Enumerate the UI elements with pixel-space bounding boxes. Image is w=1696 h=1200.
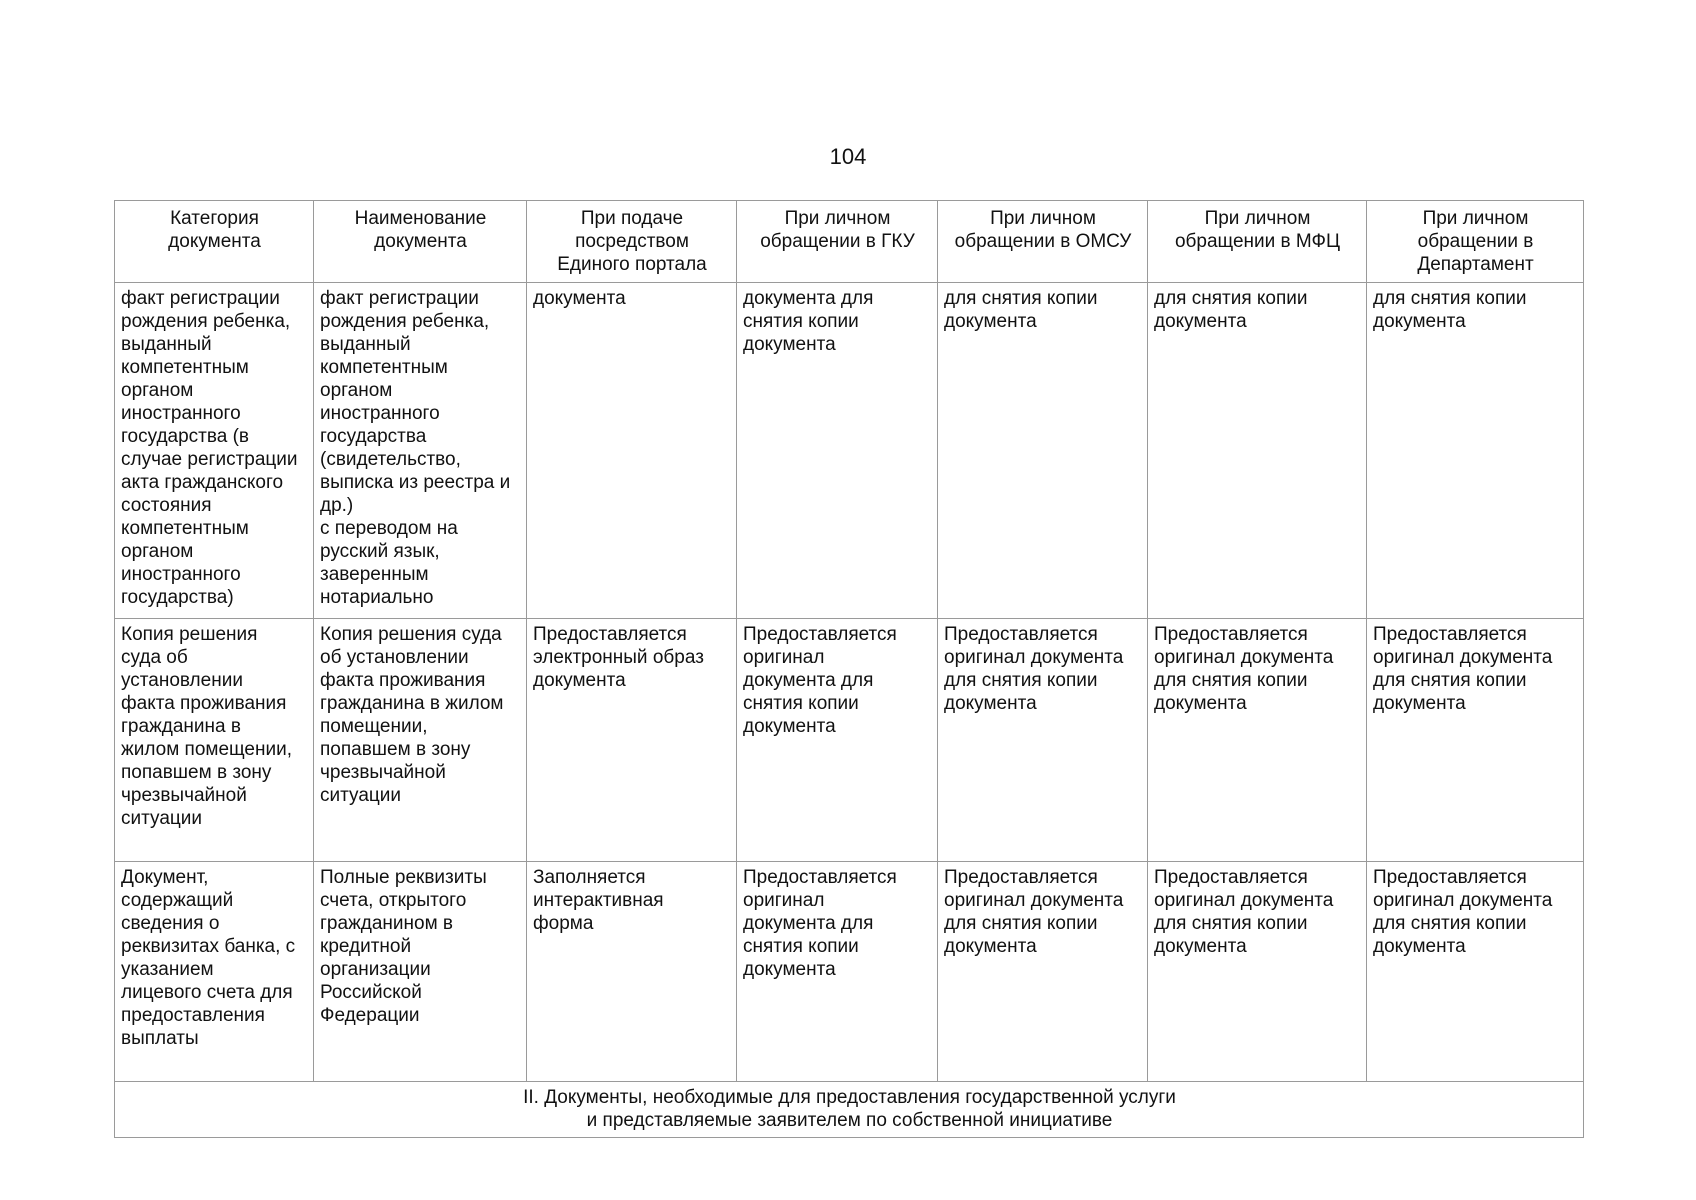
table-cell: для снятия копии документа — [1367, 283, 1584, 619]
table-cell: для снятия копии документа — [938, 283, 1148, 619]
table-row — [115, 619, 1584, 862]
table-cell: документа для снятия копии документа — [737, 283, 938, 619]
section-heading: II. Документы, необходимые для предоставления государственной услуги и представляемые заявителем по собственной инициативе — [115, 1082, 1584, 1138]
table-cell: Предоставляется электронный образ документа — [527, 619, 737, 862]
table-cell: документа — [527, 283, 737, 619]
section-heading-row — [115, 1082, 1584, 1138]
header-department: При личном обращении в Департамент — [1367, 201, 1584, 283]
table-cell: для снятия копии документа — [1148, 283, 1367, 619]
table-cell: Предоставляется оригинал документа для снятия копии документа — [737, 619, 938, 862]
page-number: 104 — [829, 144, 867, 169]
table-cell: Предоставляется оригинал документа для снятия копии документа — [938, 619, 1148, 862]
table-cell: Предоставляется оригинал документа для снятия копии документа — [1367, 619, 1584, 862]
table-cell: факт регистрации рождения ребенка, выданный компетентным органом иностранного государства (свидетельство, выписка из реестра и др.) с переводом на русский язык, заверенным нотариально — [314, 283, 527, 619]
table-cell: Предоставляется оригинал документа для снятия копии документа — [1148, 862, 1367, 1082]
table-cell: Копия решения суда об установлении факта проживания гражданина в жилом помещении, попавшем в зону чрезвычайной ситуации — [314, 619, 527, 862]
header-document-name: Наименование документа — [314, 201, 527, 283]
header-mfc: При личном обращении в МФЦ — [1148, 201, 1367, 283]
table-cell: Предоставляется оригинал документа для снятия копии документа — [938, 862, 1148, 1082]
documents-table — [114, 200, 1584, 1138]
table-header-row — [115, 201, 1584, 283]
header-omsu: При личном обращении в ОМСУ — [938, 201, 1148, 283]
table-cell: Копия решения суда об установлении факта проживания гражданина в жилом помещении, попавшем в зону чрезвычайной ситуации — [115, 619, 314, 862]
table-cell: Документ, содержащий сведения о реквизитах банка, с указанием лицевого счета для предоставления выплаты — [115, 862, 314, 1082]
header-gku: При личном обращении в ГКУ — [737, 201, 938, 283]
table-cell: Предоставляется оригинал документа для снятия копии документа — [737, 862, 938, 1082]
table-cell: Полные реквизиты счета, открытого гражданином в кредитной организации Российской Федерации — [314, 862, 527, 1082]
table-row — [115, 283, 1584, 619]
table-cell: Предоставляется оригинал документа для снятия копии документа — [1148, 619, 1367, 862]
header-document-category: Категория документа — [115, 201, 314, 283]
table-cell: Заполняется интерактивная форма — [527, 862, 737, 1082]
header-unified-portal: При подаче посредством Единого портала — [527, 201, 737, 283]
table-cell: Предоставляется оригинал документа для снятия копии документа — [1367, 862, 1584, 1082]
table-row — [115, 862, 1584, 1082]
table-cell: факт регистрации рождения ребенка, выданный компетентным органом иностранного государства (в случае регистрации акта гражданского состояния компетентным органом иностранного государства) — [115, 283, 314, 619]
